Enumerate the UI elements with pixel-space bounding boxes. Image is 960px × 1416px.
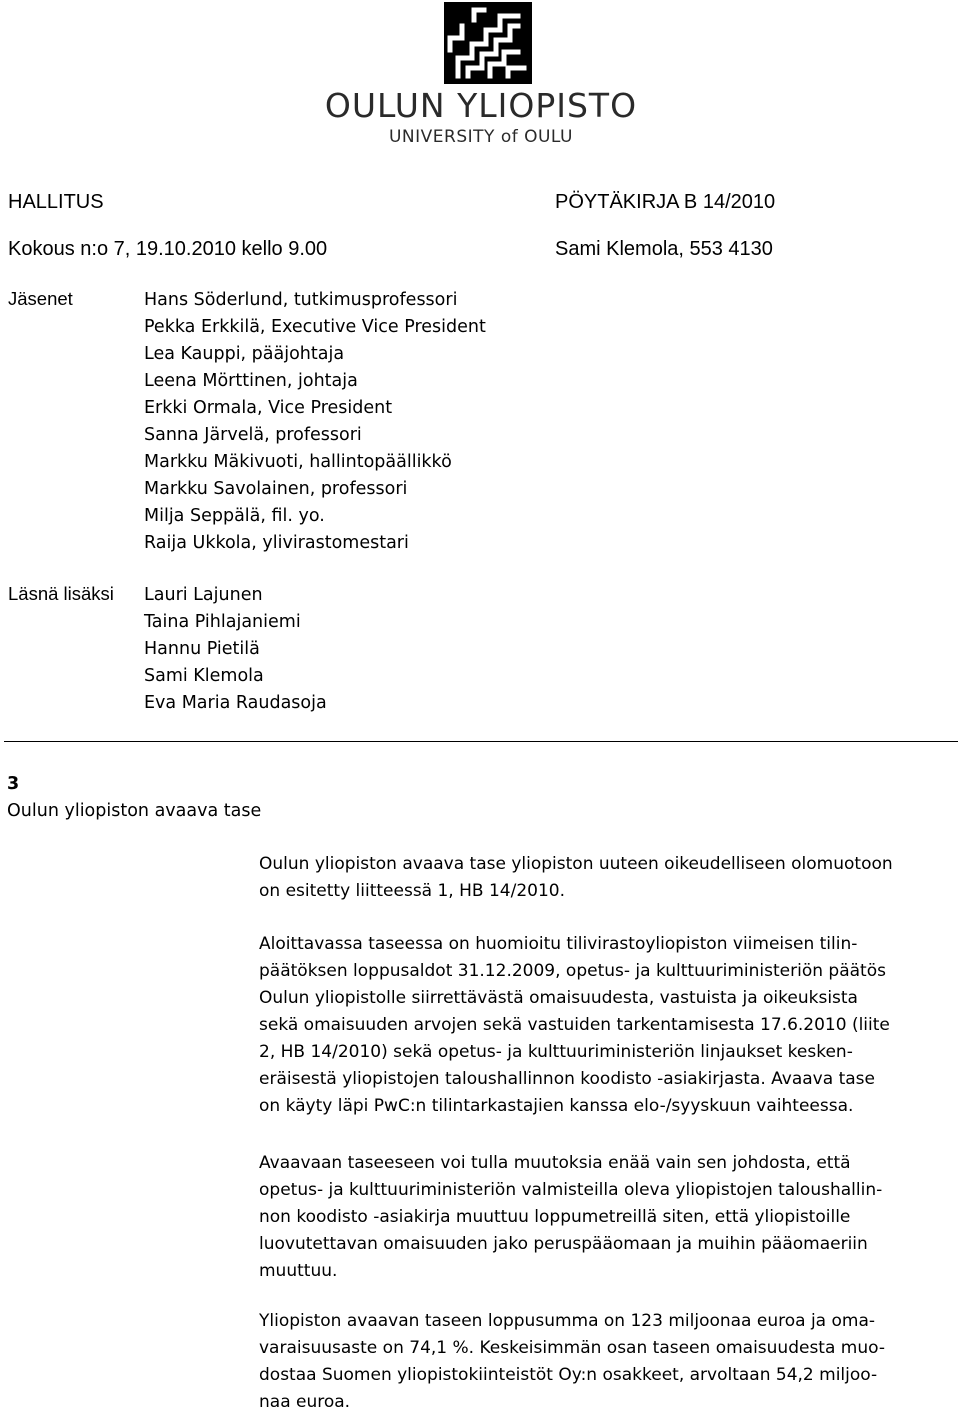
member-item: Sanna Järvelä, professori <box>144 425 362 445</box>
board-name: HALLITUS <box>8 191 104 213</box>
paragraph-line: muuttuu. <box>259 1261 338 1281</box>
paragraph-line: 2, HB 14/2010) sekä opetus- ja kulttuuriministeriön linjaukset kesken- <box>259 1042 853 1062</box>
attendee-item: Sami Klemola <box>144 666 264 686</box>
paragraph-1 <box>259 851 893 905</box>
member-item: Leena Mörttinen, johtaja <box>144 371 358 391</box>
paragraph-line: Oulun yliopiston avaava tase yliopiston uuteen oikeudelliseen olomuotoon <box>259 854 893 874</box>
paragraph-line: luovutettavan omaisuuden jako peruspääomaan ja muihin pääomaeriin <box>259 1234 868 1254</box>
paragraph-line: Avaavaan taseeseen voi tulla muutoksia enää vain sen johdosta, että <box>259 1153 851 1173</box>
member-item: Raija Ukkola, ylivirastomestari <box>144 533 409 553</box>
paragraph-line: sekä omaisuuden arvojen sekä vastuiden tarkentamisesta 17.6.2010 (liite <box>259 1015 890 1035</box>
paragraph-4 <box>259 1308 885 1416</box>
paragraph-line: naa euroa. <box>259 1392 351 1412</box>
minutes-id: PÖYTÄKIRJA B 14/2010 <box>555 191 776 213</box>
member-item: Erkki Ormala, Vice President <box>144 398 393 418</box>
paragraph-line: päätöksen loppusaldot 31.12.2009, opetus- ja kulttuuriministeriön päätös <box>259 961 886 981</box>
paragraph-line: Oulun yliopistolle siirrettävästä omaisuudesta, vastuista ja oikeuksista <box>259 988 858 1008</box>
member-item: Milja Seppälä, fil. yo. <box>144 506 325 526</box>
paragraph-line: Yliopiston avaavan taseen loppusumma on 123 miljoonaa euroa ja oma- <box>259 1311 876 1331</box>
section-number: 3 <box>7 774 20 794</box>
members-label: Jäsenet <box>8 288 73 309</box>
paragraph-line: on esitetty liitteessä 1, HB 14/2010. <box>259 881 565 901</box>
meeting-info: Kokous n:o 7, 19.10.2010 kello 9.00 <box>8 238 328 260</box>
paragraph-line: dostaa Suomen yliopistokiinteistöt Oy:n osakkeet, arvoltaan 54,2 miljoo- <box>259 1365 878 1385</box>
attendee-item: Eva Maria Raudasoja <box>144 693 327 713</box>
section-divider <box>4 741 958 742</box>
attendee-item: Taina Pihlajaniemi <box>144 612 301 632</box>
paragraph-2 <box>259 931 890 1120</box>
member-item: Lea Kauppi, pääjohtaja <box>144 344 345 364</box>
paragraph-line: eräisestä yliopistojen taloushallinnon koodisto -asiakirjasta. Avaava tase <box>259 1069 875 1089</box>
logo-wordmark: OULUN YLIOPISTO <box>324 86 638 125</box>
member-item: Hans Söderlund, tutkimusprofessori <box>144 290 458 310</box>
attendee-item: Hannu Pietilä <box>144 639 260 659</box>
member-item: Markku Savolainen, professori <box>144 479 408 499</box>
also-present-label: Läsnä lisäksi <box>8 583 114 604</box>
paragraph-line: on käyty läpi PwC:n tilintarkastajien kanssa elo-/syyskuun vaihteessa. <box>259 1096 854 1116</box>
also-present-list <box>144 582 327 717</box>
logo-subtitle: UNIVERSITY of OULU <box>388 127 573 147</box>
attendee-item: Lauri Lajunen <box>144 585 263 605</box>
paragraph-line: Aloittavassa taseessa on huomioitu tilivirastoyliopiston viimeisen tilin- <box>259 934 858 954</box>
contact-info: Sami Klemola, 553 4130 <box>555 238 773 260</box>
members-list <box>144 287 486 557</box>
member-item: Pekka Erkkilä, Executive Vice President <box>144 317 486 337</box>
member-item: Markku Mäkivuoti, hallintopäällikkö <box>144 452 452 472</box>
paragraph-line: non koodisto -asiakirja muuttuu loppumetreillä siten, että yliopistoille <box>259 1207 851 1227</box>
paragraph-line: varaisuusaste on 74,1 %. Keskeisimmän osan taseen omaisuudesta muo- <box>259 1338 885 1358</box>
university-logo-icon <box>444 2 532 84</box>
paragraph-3 <box>259 1150 882 1285</box>
section-title: Oulun yliopiston avaava tase <box>7 801 262 821</box>
paragraph-line: opetus- ja kulttuuriministeriön valmisteilla oleva yliopistojen taloushallin- <box>259 1180 883 1200</box>
